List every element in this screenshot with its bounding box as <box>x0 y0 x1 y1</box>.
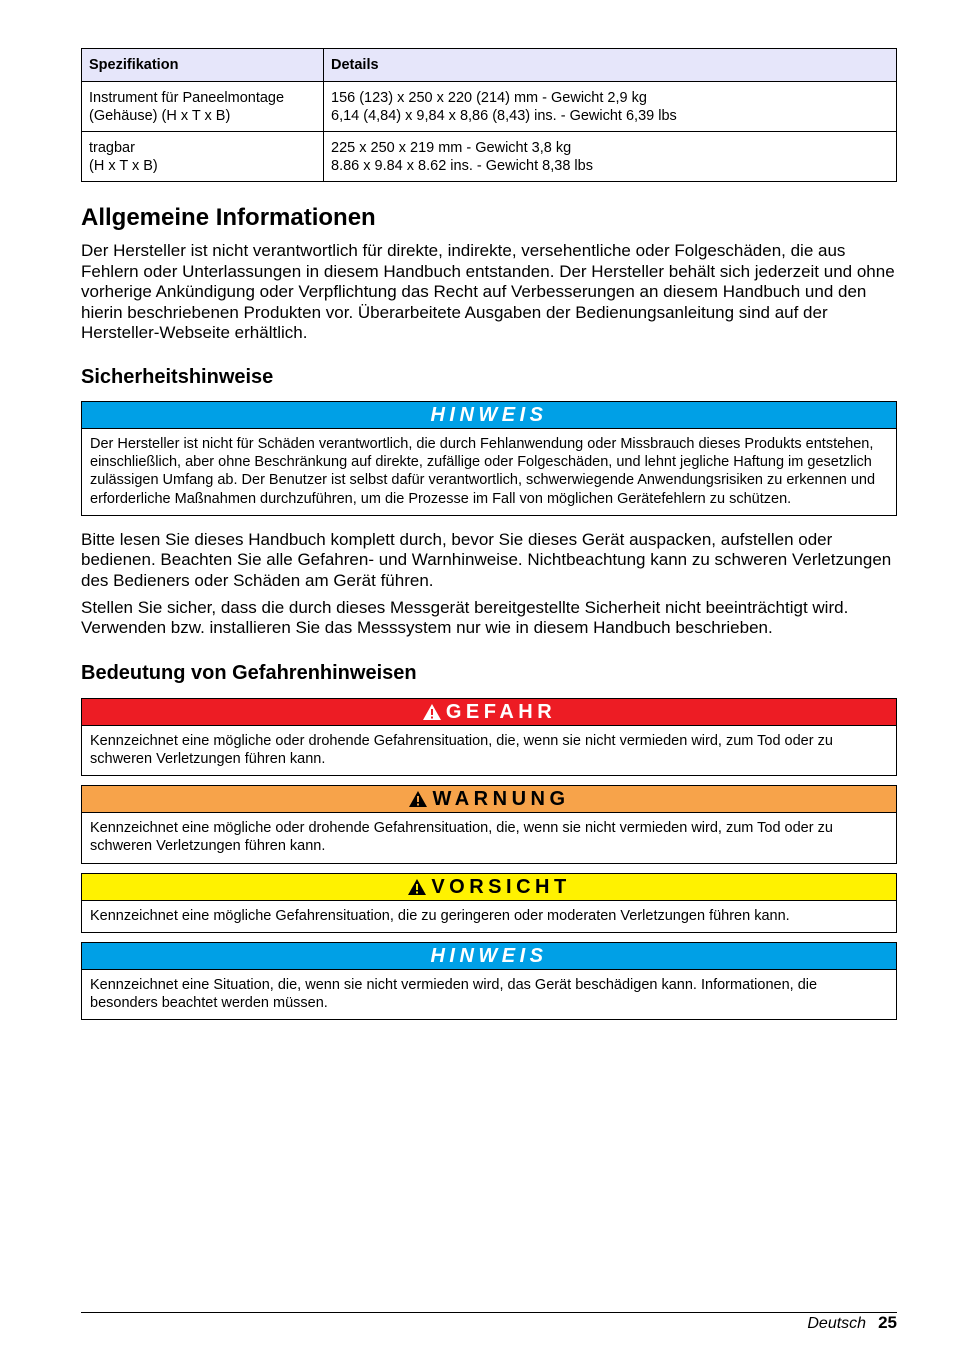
details-line: 156 (123) x 250 x 220 (214) mm - Gewicht 2,9 kg <box>331 90 647 106</box>
caution-label: VORSICHT <box>431 875 571 898</box>
hazard-meaning-heading: Bedeutung von Gefahrenhinweisen <box>81 661 417 684</box>
footer-divider <box>81 1312 897 1313</box>
warning-label: WARNUNG <box>432 788 570 811</box>
caution-header <box>82 874 896 901</box>
page-footer <box>807 1312 897 1334</box>
details-line: 6,14 (4,84) x 9,84 x 8,86 (8,43) ins. - Gewicht 6,39 lbs <box>331 108 677 124</box>
column-header-spec: Spezifikation <box>82 49 324 82</box>
table-row <box>82 132 897 182</box>
safety-notice-box <box>81 401 897 516</box>
spec-cell <box>82 132 324 182</box>
general-info-heading: Allgemeine Informationen <box>81 204 376 231</box>
table-header-row <box>82 49 897 82</box>
notice-label: HINWEIS <box>430 403 548 426</box>
column-header-details: Details <box>324 49 897 82</box>
table-row <box>82 82 897 132</box>
specification-table <box>81 48 897 182</box>
danger-header <box>82 699 896 726</box>
notice-text: Kennzeichnet eine Situation, die, wenn sie nicht vermieden wird, das Gerät beschädigen kann. Informationen, die besonders beachtet werden müssen. <box>90 976 818 1011</box>
safety-paragraph-1: Bitte lesen Sie dieses Handbuch komplett durch, bevor Sie dieses Gerät auspacken, aufstellen oder bedienen. Beachten Sie alle Gefahren- und Warnhinweise. Nichtbeachtung kann zu schweren Verletzungen des Bedieners oder Schäden am Gerät führen. <box>81 529 892 590</box>
spec-line: tragbar <box>89 140 135 156</box>
notice-header <box>82 402 896 429</box>
danger-label: GEFAHR <box>445 700 557 723</box>
page-number: 25 <box>878 1313 897 1332</box>
details-line: 8.86 x 9.84 x 8.62 ins. - Gewicht 8,38 lbs <box>331 158 593 174</box>
caution-text: Kennzeichnet eine mögliche Gefahrensituation, die zu geringeren oder moderaten Verletzungen führen kann. <box>90 907 790 924</box>
notice-label: HINWEIS <box>430 944 548 967</box>
warning-text: Kennzeichnet eine mögliche oder drohende Gefahrensituation, die, wenn sie nicht vermieden wird, zum Tod oder zu schweren Verletzungen führen kann. <box>90 820 833 855</box>
caution-box <box>81 873 897 933</box>
notice-text: Der Hersteller ist nicht für Schäden verantwortlich, die durch Fehlanwendung oder Missbrauch dieses Produkts entstehen, einschließlich, aber ohne Beschränkung auf direkte, zufällige oder Folgeschäden, und lehnt jegliche Haftung im gesetzlich zulässigen Umfang ab. Der Benutzer ist selbst dafür verantwortlich, schwerwiegende Anwendungsrisiken zu erkennen und erforderliche Maßnahmen durchzuführen, um die Prozesse im Fall von möglichen Gerätefehlern zu schützen. <box>90 435 876 507</box>
spec-line: Instrument für Paneelmontage <box>89 90 285 106</box>
warning-triangle-icon <box>407 878 427 896</box>
danger-text: Kennzeichnet eine mögliche oder drohende Gefahrensituation, die, wenn sie nicht vermieden wird, zum Tod oder zu schweren Verletzungen führen kann. <box>90 732 833 767</box>
general-info-text: Der Hersteller ist nicht verantwortlich für direkte, indirekte, versehentliche oder Folgeschäden, die aus Fehlern oder Unterlassungen in diesem Handbuch entstanden. Der Hersteller behält sich jederzeit und ohne vorherige Ankündigung oder Verpflichtung das Recht auf Verbesserungen an diesem Handbuch und den hierin beschriebenen Produkten vor. Überarbeitete Ausgaben der Bedienungsanleitung sind auf der Hersteller-Webseite erhältlich. <box>81 241 895 343</box>
danger-box <box>81 698 897 776</box>
spec-line: (Gehäuse) (H x T x B) <box>89 108 231 124</box>
details-cell <box>324 82 897 132</box>
warning-header <box>82 786 896 813</box>
details-line: 225 x 250 x 219 mm - Gewicht 3,8 kg <box>331 140 572 156</box>
warning-box <box>81 785 897 863</box>
spec-line: (H x T x B) <box>89 158 158 174</box>
warning-triangle-icon <box>408 790 428 808</box>
footer-language: Deutsch <box>807 1315 867 1332</box>
safety-heading: Sicherheitshinweise <box>81 365 274 388</box>
safety-paragraph-2: Stellen Sie sicher, dass die durch dieses Messgerät bereitgestellte Sicherheit nicht beeinträchtigt wird. Verwenden bzw. installieren Sie das Messsystem nur wie in diesem Handbuch beschrieben. <box>81 597 849 638</box>
spec-cell <box>82 82 324 132</box>
warning-triangle-icon <box>422 703 442 721</box>
page-content <box>81 48 897 1029</box>
details-cell <box>324 132 897 182</box>
notice-box <box>81 942 897 1020</box>
notice-header <box>82 943 896 970</box>
